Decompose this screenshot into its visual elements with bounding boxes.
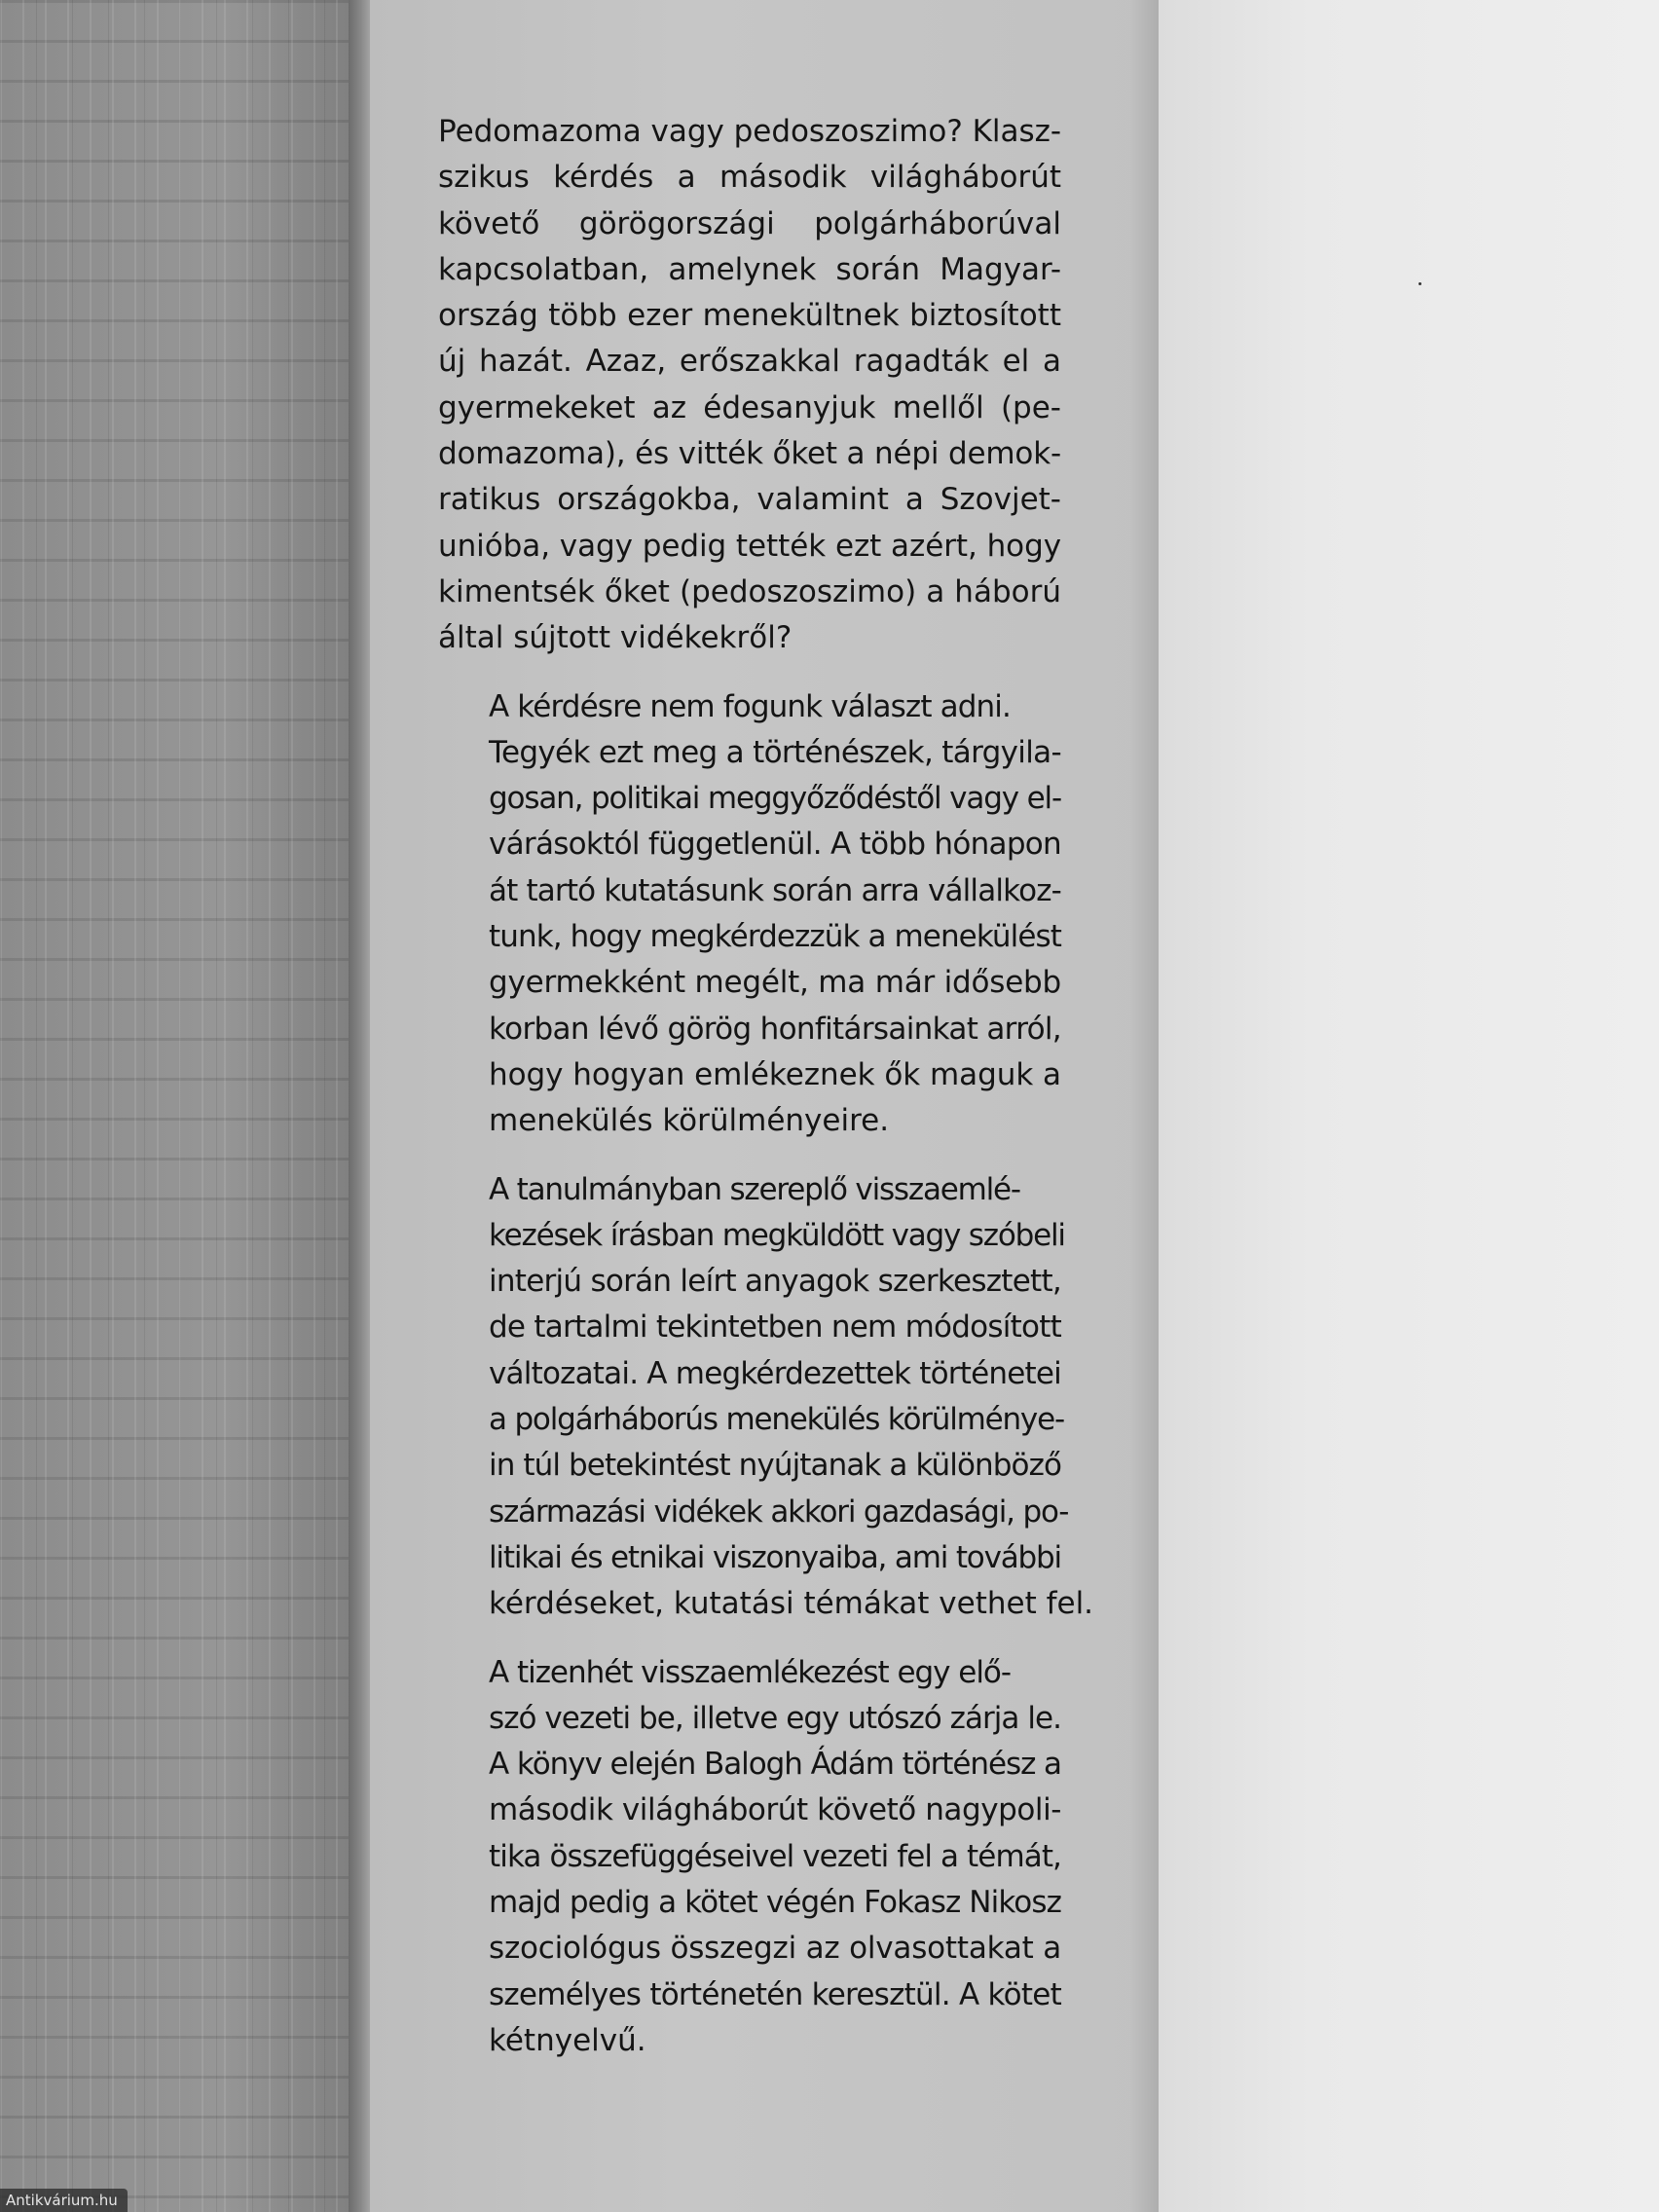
- text-line: szó vezeti be, illetve egy utószó zárja le.: [489, 1700, 1061, 1736]
- text-line: a polgárháborús menekülés körülménye-: [489, 1402, 1064, 1438]
- text-line: tika összefüggéseivel vezeti fel a témát,: [489, 1838, 1061, 1874]
- text-line: kimentsék őket (pedoszoszimo) a háború: [438, 573, 1061, 609]
- text-line: A tizenhét visszaemlékezést egy elő-: [489, 1654, 1011, 1690]
- text-line: személyes történetén keresztül. A kötet: [489, 1976, 1061, 2012]
- text-line: kérdéseket, kutatási témákat vethet fel.: [489, 1586, 1094, 1622]
- watermark: Antikvárium.hu: [0, 2189, 128, 2212]
- text-line: gyermekként megélt, ma már idősebb: [489, 965, 1061, 1001]
- paragraph-4: [438, 1650, 1061, 2065]
- blurb-text: [438, 109, 1094, 2086]
- paragraph-2: [438, 684, 1061, 1145]
- text-line: követő görögországi polgárháborúval: [438, 205, 1061, 241]
- text-line: A könyv elején Balogh Ádám történész a: [489, 1747, 1061, 1783]
- text-line: Tegyék ezt meg a történészek, tárgyila-: [489, 734, 1061, 770]
- text-line: unióba, vagy pedig tették ezt azért, hogy: [438, 528, 1061, 564]
- text-line: kapcsolatban, amelynek során Magyar-: [438, 251, 1061, 287]
- text-line: gyermekeket az édesanyjuk mellől (pe-: [438, 389, 1061, 425]
- text-line: származási vidékek akkori gazdasági, po-: [489, 1493, 1069, 1530]
- text-line: tunk, hogy megkérdezzük a menekülést: [489, 919, 1061, 955]
- text-line: in túl betekintést nyújtanak a különböző: [489, 1448, 1061, 1484]
- text-line: korban lévő görög honfitársainkat arról,: [489, 1011, 1061, 1047]
- text-line: kétnyelvű.: [489, 2022, 646, 2058]
- book-spine-edge: [349, 0, 370, 2212]
- text-line: A tanulmányban szereplő visszaemlé-: [489, 1171, 1020, 1207]
- text-line: új hazát. Azaz, erőszakkal ragadták el a: [438, 344, 1061, 380]
- text-line: szociológus összegzi az olvasottakat a: [489, 1931, 1061, 1967]
- text-line: interjú során leírt anyagok szerkesztett,: [489, 1264, 1061, 1300]
- text-line: litikai és etnikai viszonyaiba, ami további: [489, 1539, 1061, 1575]
- paragraph-3: [438, 1167, 1094, 1628]
- text-line: által sújtott vidékekről?: [438, 620, 793, 656]
- text-line: domazoma), és vitték őket a népi demok-: [438, 436, 1061, 472]
- flap-shadow: [1129, 0, 1159, 2212]
- text-line: változatai. A megkérdezettek történetei: [489, 1355, 1061, 1391]
- text-line: várásoktól függetlenül. A több hónapon: [489, 827, 1061, 863]
- text-line: de tartalmi tekintetben nem módosított: [489, 1309, 1061, 1346]
- text-line: kezések írásban megküldött vagy szóbeli: [489, 1217, 1065, 1253]
- text-line: második világháborút követő nagypoli-: [489, 1792, 1061, 1828]
- text-line: gosan, politikai meggyőződéstől vagy el-: [489, 781, 1061, 817]
- text-line: Pedomazoma vagy pedoszoszimo? Klasz-: [438, 114, 1061, 149]
- text-line: ország több ezer menekültnek biztosított: [438, 298, 1061, 334]
- text-line: ratikus országokba, valamint a Szovjet-: [438, 482, 1061, 518]
- text-line: menekülés körülményeire.: [489, 1103, 890, 1139]
- dust-speck: [1419, 282, 1421, 285]
- text-line: A kérdésre nem fogunk választ adni.: [489, 688, 1011, 724]
- wooden-surface: [0, 0, 370, 2212]
- text-line: majd pedig a kötet végén Fokasz Nikosz: [489, 1884, 1061, 1920]
- text-line: hogy hogyan emlékeznek ők maguk a: [489, 1056, 1061, 1092]
- text-line: szikus kérdés a második világháborút: [438, 160, 1061, 196]
- text-line: át tartó kutatásunk során arra vállalkoz-: [489, 872, 1061, 908]
- book-page: [1159, 0, 1659, 2212]
- paragraph-1: [438, 109, 1061, 662]
